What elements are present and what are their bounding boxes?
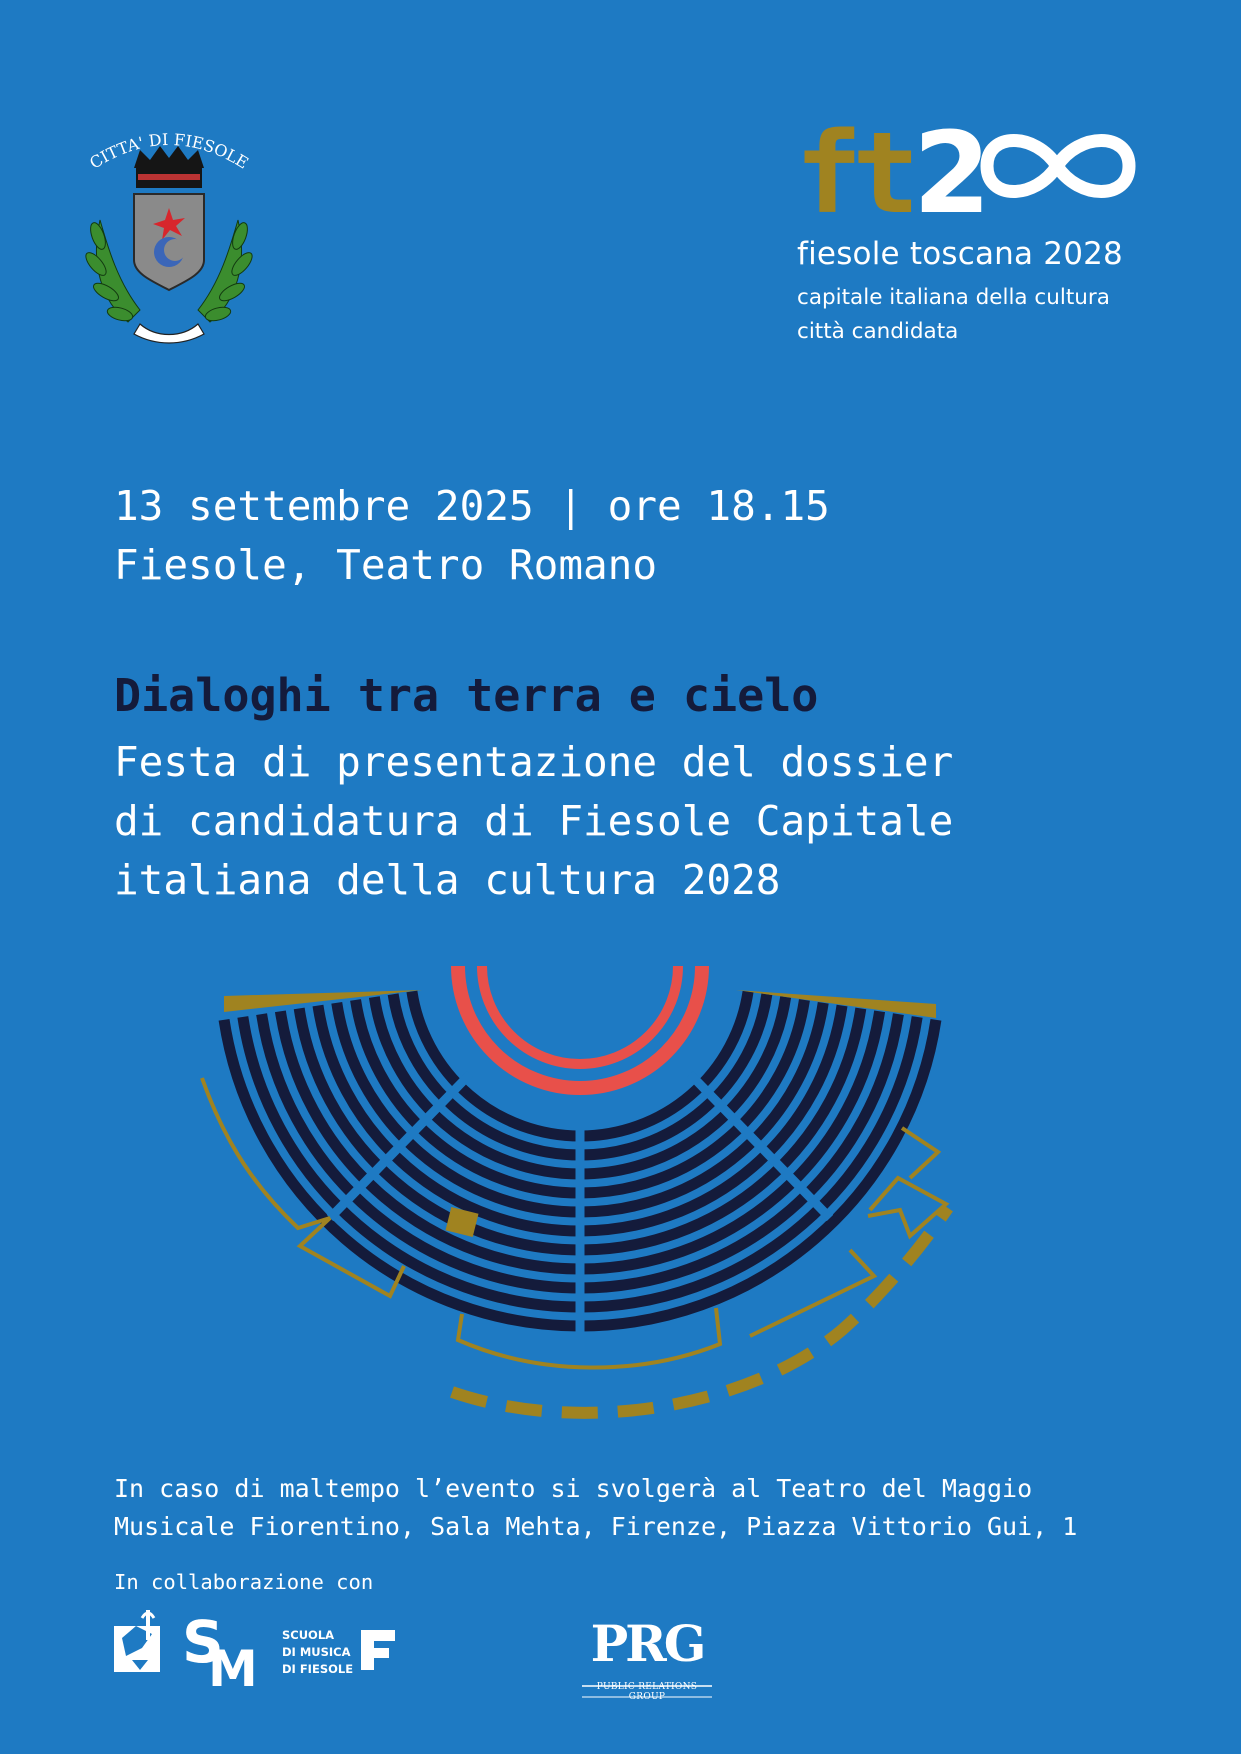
prg-logo-subtitle: PUBLIC RELATIONS GROUP: [596, 1682, 698, 1702]
svg-text:ft: ft: [795, 118, 910, 220]
ft2028-logo-icon: [795, 118, 1141, 220]
scuola-musica-text: SCUOLA DI MUSICA DI FIESOLE: [282, 1628, 354, 1676]
svg-text:M: M: [208, 1640, 258, 1686]
event-place: Fiesole, Teatro Romano: [114, 541, 658, 589]
scuola-statue-logo-icon: [112, 1608, 164, 1674]
svg-text:2: 2: [913, 118, 991, 220]
event-subtitle-line: italiana della cultura 2028: [114, 856, 781, 904]
svg-text:CITTA' DI FIESOLE: CITTA' DI FIESOLE: [86, 129, 252, 173]
logo-line-3: città candidata: [797, 319, 959, 344]
event-subtitle-line: Festa di presentazione del dossier: [114, 738, 954, 786]
weather-notice-line: In caso di maltempo l’evento si svolgerà al Teatro del Maggio: [114, 1474, 1033, 1503]
scuola-musica-fiesole-logo-icon: [182, 1610, 268, 1686]
event-title: Dialoghi tra terra e cielo: [114, 669, 819, 722]
crest-caption: [84, 126, 254, 186]
collaboration-label: In collaborazione con: [114, 1570, 374, 1594]
prg-logo-word: PRG: [590, 1614, 704, 1673]
logo-line-1: fiesole toscana 2028: [797, 236, 1123, 272]
weather-notice-line: Musicale Fiorentino, Sala Mehta, Firenze, Piazza Vittorio Gui, 1: [114, 1512, 1078, 1541]
event-subtitle-line: di candidatura di Fiesole Capitale: [114, 797, 954, 845]
fiesole-f-logo-icon: [359, 1628, 397, 1672]
event-date-time: 13 settembre 2025 | ore 18.15: [114, 482, 830, 530]
roman-theatre-illustration: [190, 956, 970, 1432]
svg-text:S: S: [182, 1610, 224, 1676]
logo-line-2: capitale italiana della cultura: [797, 285, 1110, 310]
